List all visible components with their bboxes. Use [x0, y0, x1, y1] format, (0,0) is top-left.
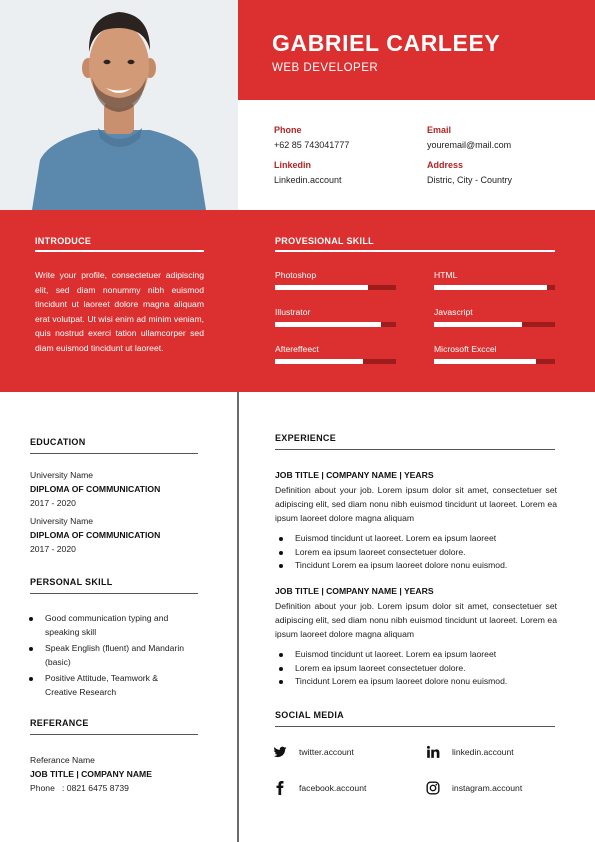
social-divider	[275, 726, 555, 727]
email-label: Email	[427, 125, 452, 135]
list-item: Euismod tincidunt ut laoreet. Lorem ea ipsum laoreet	[275, 532, 560, 546]
skill-javascript	[434, 307, 555, 327]
job-description: Definition about your job. Lorem ipsum dolor sit amet, consectetuer set adipiscing elit, sed diam nonu nibh euismod tincidunt ut laoreet. Lorem ea ipsum laoreet dolore magna aliquam	[275, 485, 557, 523]
list-item: Euismod tincidunt ut laoreet. Lorem ea ipsum laoreet	[275, 648, 560, 662]
phone-value: +62 85 743041777	[274, 140, 350, 150]
personal-skill-heading: PERSONAL SKILL	[30, 577, 113, 587]
reference-phone: Phone : 0821 6475 8739	[30, 783, 129, 793]
skill-name: Aftereffeect	[275, 344, 319, 354]
job-title-line: JOB TITLE | COMPANY NAME | YEARS	[275, 470, 434, 480]
skill-name: Javascript	[434, 307, 473, 317]
column-divider	[237, 392, 239, 842]
skill-name: Illustrator	[275, 307, 311, 317]
profile-photo	[0, 0, 238, 210]
list-item: Tincidunt Lorem ea ipsum laoreet dolore nonu euismod.	[275, 675, 560, 689]
list-item: Lorem ea ipsum laoreet consectetuer dolore.	[275, 546, 560, 560]
job-title-line: JOB TITLE | COMPANY NAME | YEARS	[275, 586, 434, 596]
skill-bar-fill	[434, 322, 522, 327]
full-name: GABRIEL CARLEEY	[272, 30, 501, 56]
contact-linkedin	[274, 160, 342, 185]
experience-divider	[275, 449, 555, 450]
skill-bar	[434, 285, 555, 290]
list-item: Good communication typing and speaking skill	[25, 612, 185, 639]
phone-label: Phone	[274, 125, 302, 135]
edu-years: 2017 - 2020	[30, 498, 76, 508]
skills-divider	[275, 250, 555, 252]
job-bullets	[275, 532, 560, 573]
edu-degree: DIPLOMA OF COMMUNICATION	[30, 484, 161, 494]
contact-phone	[274, 125, 349, 150]
list-item: Positive Attitude, Teamwork & Creative Research	[25, 672, 185, 699]
skill-aftereffects	[275, 344, 396, 364]
edu-school: University Name	[30, 470, 94, 480]
skill-name: Photoshop	[275, 270, 317, 280]
skill-html	[434, 270, 555, 290]
job-bullets	[275, 648, 560, 689]
skill-bar	[434, 359, 555, 364]
instagram-account: instagram.account	[452, 783, 523, 793]
linkedin-account: linkedin.account	[452, 747, 514, 757]
skill-bar-fill	[275, 285, 368, 290]
skill-photoshop	[275, 270, 396, 290]
intro-skills-band	[0, 210, 595, 392]
skill-excel	[434, 344, 555, 364]
skill-bar-fill	[275, 359, 363, 364]
skill-name: HTML	[434, 270, 458, 280]
skill-bar-fill	[275, 322, 381, 327]
experience-heading: EXPERIENCE	[275, 433, 337, 443]
linkedin-icon	[426, 745, 440, 759]
skill-bar	[434, 322, 555, 327]
introduce-heading: INTRODUCE	[35, 236, 92, 246]
social-heading: SOCIAL MEDIA	[275, 710, 344, 720]
introduce-text: Write your profile, consectetuer adipiscing elit, sed diam nonummy nibh euismod tincidunt ut laoreet dolore magna aliquam erat volutpat. Ut wisi enim ad minim veniam, quis nostrud exerci tation ullamcorper sed diam euismod tincidunt ut laoreet.	[35, 270, 204, 353]
list-item: Speak English (fluent) and Mandarin (basic)	[25, 642, 185, 669]
facebook-icon	[273, 781, 287, 795]
job-title: WEB DEVELOPER	[272, 62, 379, 74]
reference-divider	[30, 734, 198, 735]
contact-section	[238, 100, 595, 210]
list-item: Lorem ea ipsum laoreet consectetuer dolore.	[275, 662, 560, 676]
edu-school: University Name	[30, 516, 94, 526]
twitter-icon	[273, 745, 287, 759]
skill-bar	[275, 359, 396, 364]
person-portrait-image	[0, 0, 238, 210]
personal-skill-divider	[30, 593, 198, 594]
skill-bar	[275, 285, 396, 290]
linkedin-value: Linkedin.account	[274, 175, 342, 185]
social-instagram[interactable]	[426, 781, 522, 795]
personal-skill-list	[25, 612, 185, 702]
education-divider	[30, 453, 198, 454]
reference-heading: REFERANCE	[30, 718, 89, 728]
edu-years: 2017 - 2020	[30, 544, 76, 554]
skill-bar-fill	[434, 285, 547, 290]
instagram-icon	[426, 781, 440, 795]
list-item: Tincidunt Lorem ea ipsum laoreet dolore nonu euismod.	[275, 559, 560, 573]
job-description: Definition about your job. Lorem ipsum dolor sit amet, consectetuer set adipiscing elit, sed diam nonu nibh euismod tincidunt ut laoreet. Lorem ea ipsum laoreet dolore magna aliquam	[275, 601, 557, 639]
email-value: youremail@mail.com	[427, 140, 512, 150]
reference-job: JOB TITLE | COMPANY NAME	[30, 769, 152, 779]
social-facebook[interactable]	[273, 781, 366, 795]
social-twitter[interactable]	[273, 745, 354, 759]
skill-bar	[275, 322, 396, 327]
linkedin-label: Linkedin	[274, 160, 312, 170]
education-heading: EDUCATION	[30, 437, 86, 447]
header-banner	[238, 0, 595, 100]
skill-name: Microsoft Exccel	[434, 344, 497, 354]
reference-name: Referance Name	[30, 755, 95, 765]
edu-degree: DIPLOMA OF COMMUNICATION	[30, 530, 161, 540]
skills-heading: PROVESIONAL SKILL	[275, 236, 374, 246]
introduce-divider	[35, 250, 204, 252]
skill-illustrator	[275, 307, 396, 327]
social-linkedin[interactable]	[426, 745, 514, 759]
address-value: Distric, City - Country	[427, 175, 513, 185]
facebook-account: facebook.account	[299, 783, 367, 793]
contact-address	[427, 160, 512, 185]
contact-email	[427, 125, 511, 150]
skill-bar-fill	[434, 359, 536, 364]
address-label: Address	[427, 160, 464, 170]
twitter-account: twitter.account	[299, 747, 354, 757]
